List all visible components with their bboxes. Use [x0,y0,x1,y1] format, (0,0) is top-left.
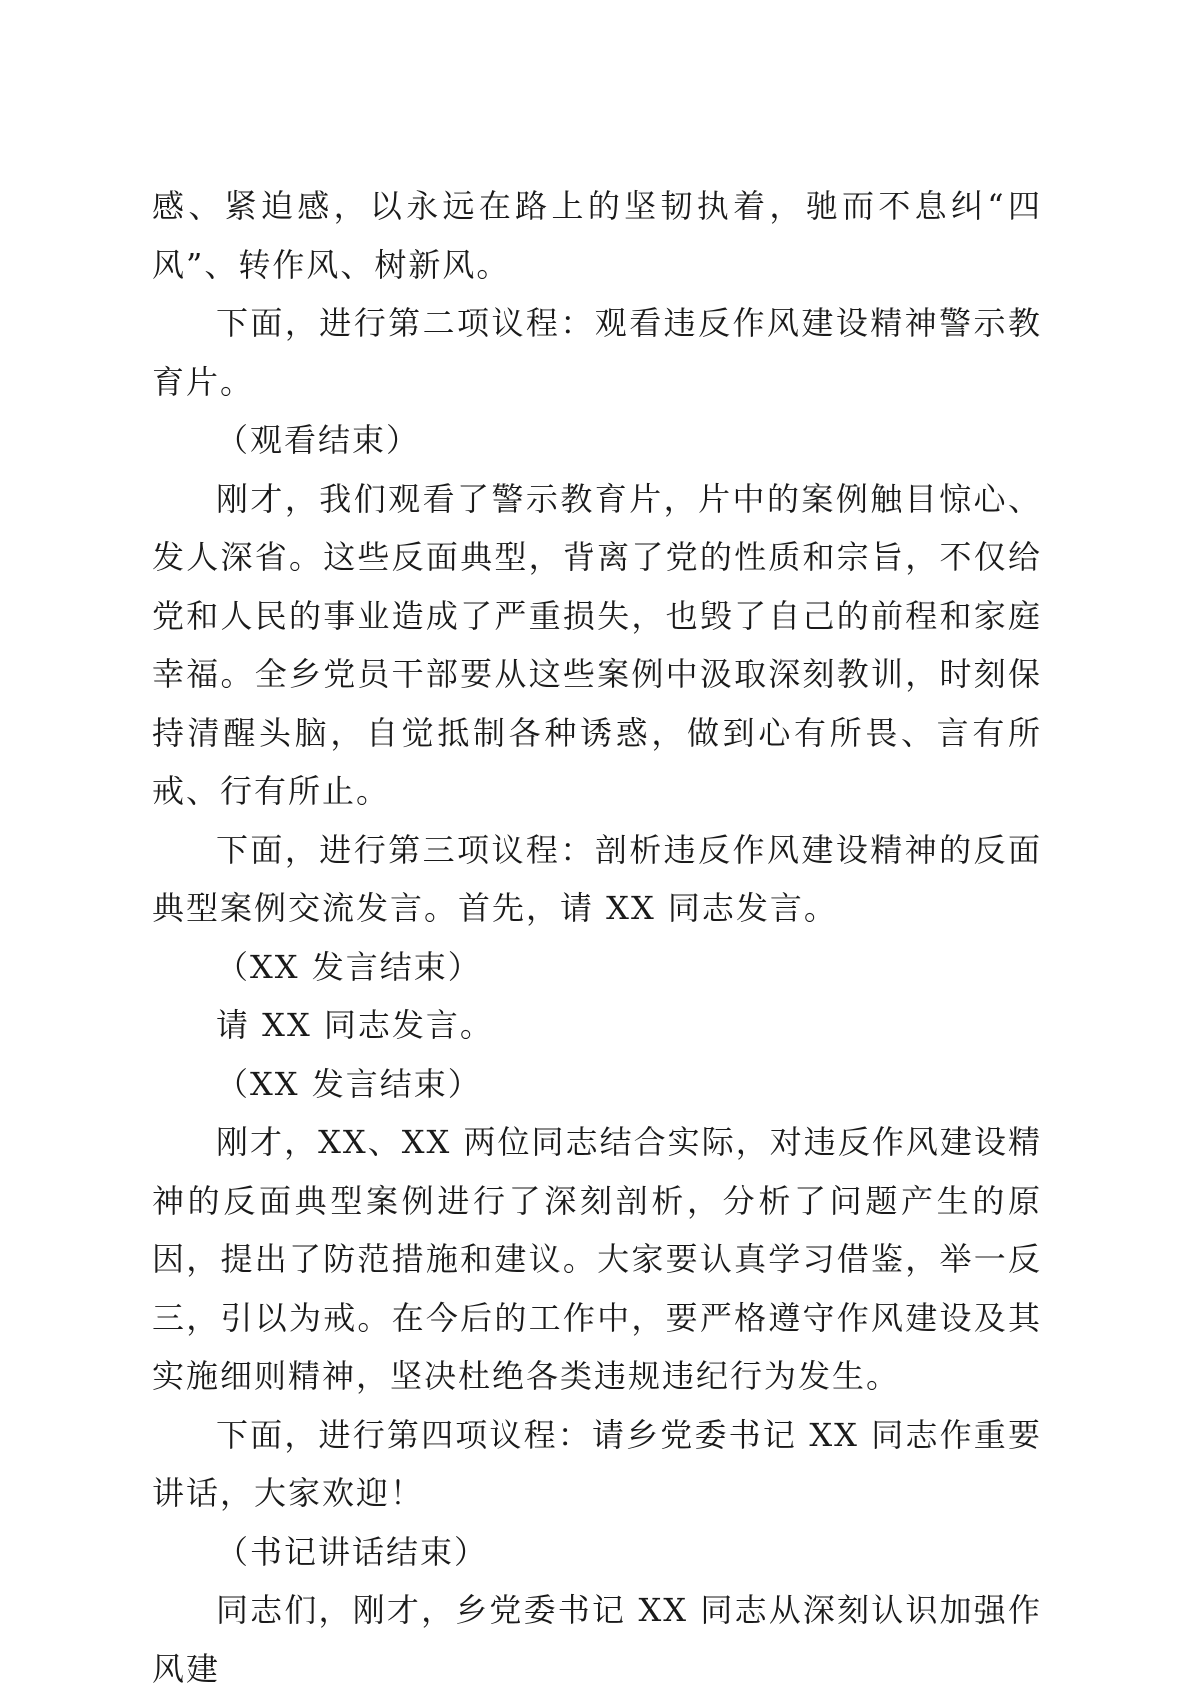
paragraph-closing-remarks: 同志们，刚才，乡党委书记 XX 同志从深刻认识加强作风建 [152,1591,1042,1688]
paragraph-agenda-item-3: 下面，进行第三项议程：剖析违反作风建设精神的反面典型案例交流发言。首先，请 XX 同志发言。 [152,830,1042,927]
paragraph-continuation: 感、紧迫感，以永远在路上的坚韧执着，驰而不息纠“四风”、转作风、树新风。 [152,187,1042,284]
paragraph-speech-ended-2: （XX 发言结束） [216,1064,482,1103]
paragraph-film-summary: 刚才，我们观看了警示教育片，片中的案例触目惊心、发人深省。这些反面典型，背离了党的性质和宗旨，不仅给党和人民的事业造成了严重损失，也毁了自己的前程和家庭幸福。全乡党员干部要从这些案例中汲取深刻教训，时刻保持清醒头脑，自觉抵制各种诱惑，做到心有所畏、言有所戒、行有所止。 [152,479,1042,810]
paragraph-viewing-ended: （观看结束） [216,421,421,459]
document-body [152,177,1042,1698]
paragraph-agenda-item-2: 下面，进行第二项议程：观看违反作风建设精神警示教育片。 [152,304,1042,401]
paragraph-speech-summary: 刚才，XX、XX 两位同志结合实际，对违反作风建设精神的反面典型案例进行了深刻剖析，分析了问题产生的原因，提出了防范措施和建议。大家要认真学习借鉴，举一反三，引以为戒。在今后的工作中，要严格遵守作风建设及其实施细则精神，坚决杜绝各类违规违纪行为发生。 [152,1123,1042,1395]
paragraph-agenda-item-4: 下面，进行第四项议程：请乡党委书记 XX 同志作重要讲话，大家欢迎！ [152,1415,1042,1512]
paragraph-next-speaker: 请 XX 同志发言。 [216,1006,494,1044]
paragraph-speech-ended-1: （XX 发言结束） [216,947,482,986]
paragraph-secretary-speech-ended: （书记讲话结束） [216,1532,489,1571]
